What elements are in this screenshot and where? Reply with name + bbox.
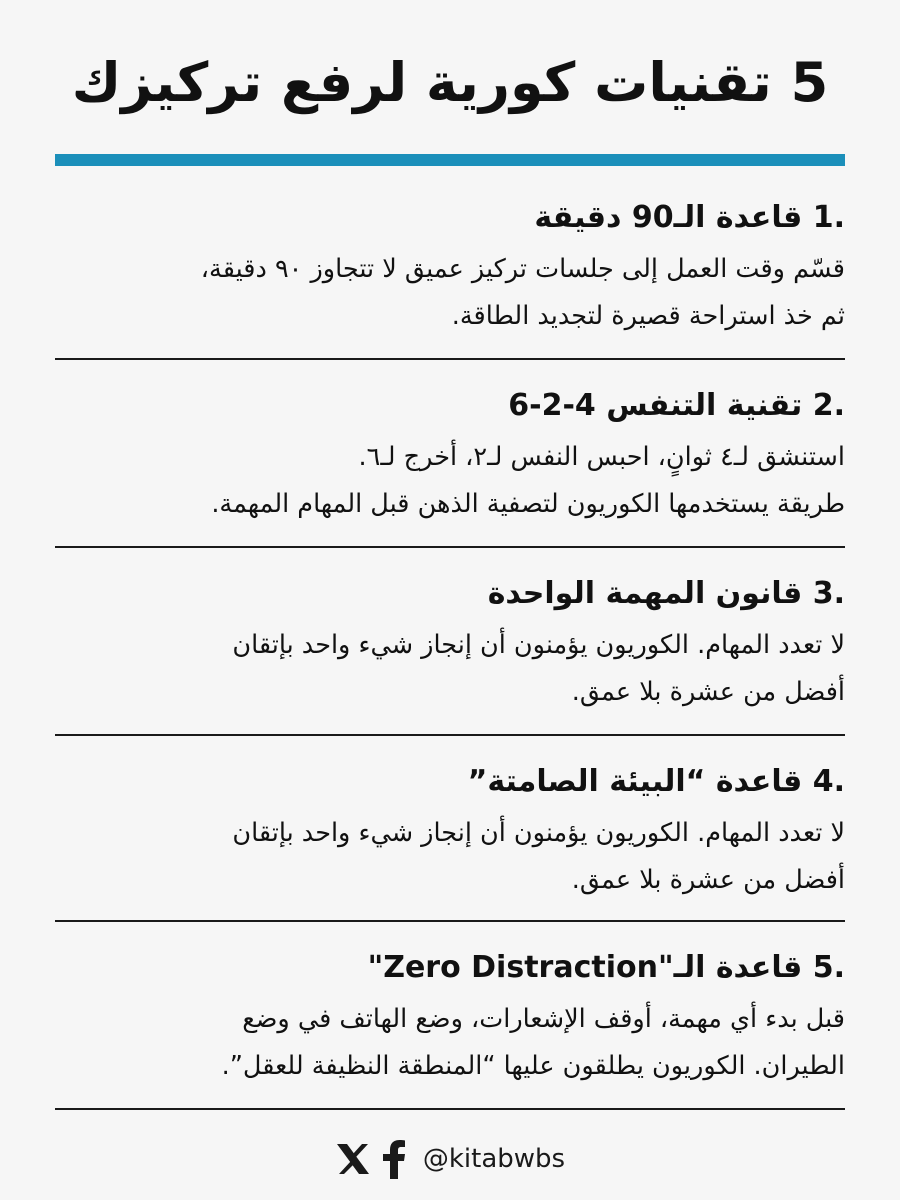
social-handle[interactable]: @kitabwbs	[422, 1144, 566, 1174]
section-body-line: لا تعدد المهام. الكوريون يؤمنون أن إنجاز شيء واحد بإتقان	[232, 630, 845, 660]
section-divider	[55, 734, 845, 736]
section-body	[55, 622, 845, 716]
section-heading: .3 قانون المهمة الواحدة	[487, 576, 845, 611]
section-body-line: أفضل من عشرة بلا عمق.	[571, 677, 845, 707]
footer	[0, 1135, 900, 1183]
section-body-line: طريقة يستخدمها الكوريون لتصفية الذهن قبل المهام المهمة.	[211, 489, 845, 519]
section-divider	[55, 1108, 845, 1110]
section-heading: .1 قاعدة الـ90 دقيقة	[534, 200, 845, 235]
section-body-line: قسّم وقت العمل إلى جلسات تركيز عميق لا تتجاوز ٩٠ دقيقة،	[200, 254, 845, 284]
section-body-line: أفضل من عشرة بلا عمق.	[571, 865, 845, 895]
title-accent-bar	[55, 154, 845, 166]
section-body-line: قبل بدء أي مهمة، أوقف الإشعارات، وضع الهاتف في وضع	[242, 1004, 845, 1034]
section-1	[55, 196, 845, 340]
section-heading: .5 قاعدة الـ"Zero Distraction"	[367, 950, 845, 985]
section-body	[55, 246, 845, 340]
facebook-icon[interactable]	[381, 1139, 407, 1179]
section-body-line: لا تعدد المهام. الكوريون يؤمنون أن إنجاز شيء واحد بإتقان	[232, 818, 845, 848]
section-divider	[55, 546, 845, 548]
section-divider	[55, 920, 845, 922]
section-body-line: استنشق لـ٤ ثوانٍ، احبس النفس لـ٢، أخرج لـ٦.	[358, 442, 845, 472]
section-body	[55, 434, 845, 528]
section-heading: .2 تقنية التنفس 4-2-6	[508, 388, 845, 423]
section-5	[55, 946, 845, 1090]
section-body	[55, 810, 845, 904]
x-logo-icon[interactable]	[335, 1141, 371, 1177]
section-3	[55, 572, 845, 716]
section-2	[55, 384, 845, 528]
page-title: 5 تقنيات كورية لرفع تركيزك	[71, 51, 829, 114]
section-body-line: ثم خذ استراحة قصيرة لتجديد الطاقة.	[451, 301, 845, 331]
section-body-line: الطيران. الكوريون يطلقون عليها “المنطقة النظيفة للعقل”.	[221, 1051, 845, 1081]
section-heading: .4 قاعدة “البيئة الصامتة”	[467, 764, 845, 799]
section-divider	[55, 358, 845, 360]
section-4	[55, 760, 845, 904]
section-body	[55, 996, 845, 1090]
